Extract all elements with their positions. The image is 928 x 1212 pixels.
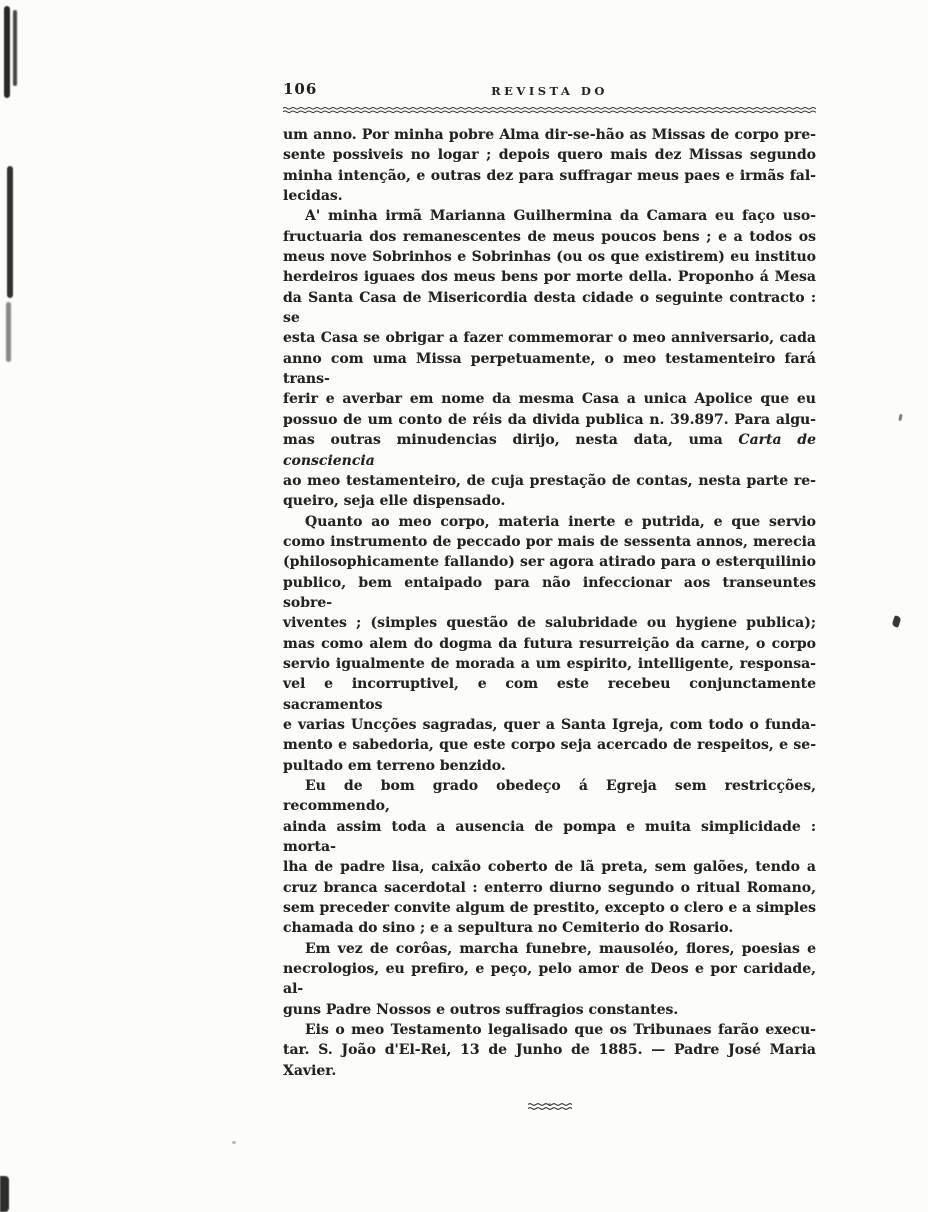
text-line: guns Padre Nossos e outros suffragios constantes. [283,1001,679,1018]
text-line: (philosophicamente fallando) ser agora atirado para o esterquilinio [283,554,816,571]
text-line: herdeiros iguaes dos meus bens por morte della. Proponho á Mesa [283,269,816,286]
paragraph [283,776,816,939]
ink-speck [548,1103,551,1106]
page-text [283,125,816,1081]
text-line: sente possiveis no logar ; depois quero mais dez Missas segundo [283,147,816,164]
text-line: lha de padre lisa, caixão coberto de lã preta, sem galões, tendo a [283,859,816,876]
text-line: tar. S. João d'El-Rei, 13 de Junho de 1885. — Padre José Maria [283,1042,816,1059]
scan-edge-smudge [7,166,13,298]
text-line: mas como alem do dogma da futura resurreição da carne, o corpo [283,635,816,652]
text-line: servio igualmente de morada a um espirito, intelligente, responsa- [283,655,816,672]
text-line: sem preceder convite algum de prestito, excepto o clero e a simples [283,900,816,917]
scanned-page-column [283,80,816,1115]
text-line: A' minha irmã Marianna Guilhermina da Camara eu faço uso- [305,208,816,225]
text-line: minha intenção, e outras dez para suffragar meus paes e irmãs fal- [283,167,816,184]
text-line: Xavier. [283,1062,337,1079]
paragraph [283,939,816,1020]
journal-title: REVISTA DO [491,84,608,98]
paragraph [283,125,816,206]
page-header [283,80,816,102]
page-number: 106 [283,80,318,98]
text-line: um anno. Por minha pobre Alma dir-se-hão as Missas de corpo pre- [283,127,816,143]
scan-edge-smudge [6,302,11,362]
text-line: lecidas. [283,188,343,205]
text-line: mas outras minudencias dirijo, nesta data, uma Carta de consciencia [283,432,816,469]
text-line: e varias Uncções sagradas, quer a Santa Igreja, com todo o funda- [283,716,816,733]
text-line: anno com uma Missa perpetuamente, o meo testamenteiro fará trans- [283,350,816,388]
text-line: pultado em terreno benzido. [283,757,506,774]
text-line: Quanto ao meo corpo, materia inerte e putrida, e que servio [305,513,816,530]
ink-speck [232,1141,236,1144]
scan-edge-smudge [13,10,17,86]
text-line: cruz branca sacerdotal : enterro diurno segundo o ritual Romano, [283,879,816,896]
text-line: Eu de bom grado obedeço á Egreja sem restricções, recommendo, [283,778,816,815]
text-line: possuo de um conto de réis da divida publica n. 39.897. Para algu- [283,411,816,428]
text-line: ferir e averbar em nome da mesma Casa a unica Apolice que eu [283,391,816,408]
text-line: necrologios, eu prefiro, e peço, pelo amor de Deos e por caridade, al- [283,961,816,998]
text-line: da Santa Casa de Misericordia desta cidade o seguinte contracto : se [283,289,816,327]
text-line: chamada do sino ; e a sepultura no Cemiterio do Rosario. [283,920,734,937]
paragraph [283,512,816,776]
text-line: vel e incorruptivel, e com este recebeu conjunctamente sacramentos [283,676,816,713]
paragraph [283,1020,816,1081]
paragraph [283,206,816,511]
scan-corner-smudge [0,1176,9,1212]
text-line: publico, bem entaipado para não infeccionar aos transeuntes sobre- [283,574,816,611]
text-line: meus nove Sobrinhos e Sobrinhas (ou os que existirem) eu instituo [283,249,816,266]
text-line: mento e sabedoria, que este corpo seja acercado de respeitos, e se- [283,737,816,754]
ink-mark [891,615,901,628]
scan-edge-smudge [4,6,10,98]
ink-mark [898,414,902,421]
text-line: Em vez de corôas, marcha funebre, mausoléo, flores, poesias e [305,940,816,957]
text-line: esta Casa se obrigar a fazer commemorar o meo anniversario, cada [283,330,816,347]
text-line: Eis o meo Testamento legalisado que os Tribunaes farão execu- [305,1022,816,1039]
text-line: ao meo testamenteiro, de cuja prestação de contas, nesta parte re- [283,472,816,489]
text-line: como instrumento de peccado por mais de sessenta annos, merecia [283,533,816,550]
text-line: queiro, seja elle dispensado. [283,493,506,510]
text-line: ainda assim toda a ausencia de pompa e muita simplicidade : morta- [283,818,816,856]
wavy-header-rule [283,105,816,114]
text-line: fructuaria dos remanescentes de meus poucos bens ; e a todos os [283,228,816,245]
text-line: viventes ; (simples questão de salubridade ou hygiene publica); [283,615,816,632]
